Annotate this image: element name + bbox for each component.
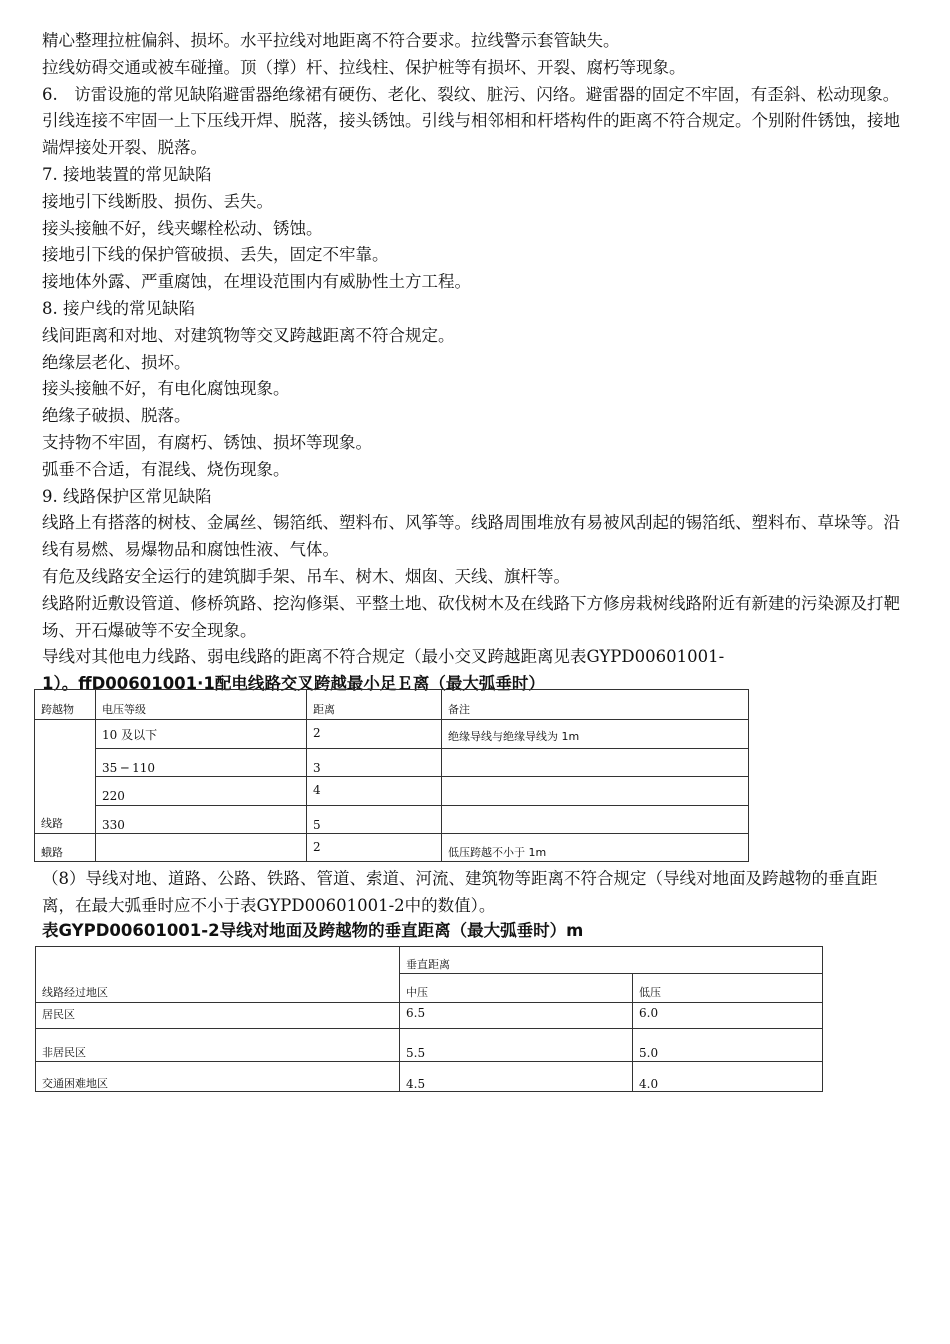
table-cell: 5.0 — [633, 1029, 823, 1062]
table-cell: 3 — [307, 749, 442, 777]
table-row — [36, 1062, 823, 1092]
paragraph: 线间距离和对地、对建筑物等交叉跨越距离不符合规定。 — [42, 325, 455, 345]
table-header-cell: 电压等级 — [96, 690, 307, 720]
table-header-row — [35, 690, 749, 720]
table-header-cell: 垂直距离 — [400, 947, 823, 974]
table-cell: 10 及以下 — [96, 720, 307, 749]
table-cell: 非居民区 — [36, 1029, 400, 1062]
table-cell: 5.5 — [400, 1029, 633, 1062]
table-header-row — [36, 947, 823, 974]
table2-caption: 表GYPD00601001-2导线对地面及跨越物的垂直距离（最大弧垂时）m — [42, 921, 584, 940]
paragraph: 绝缘层老化、损坏。 — [42, 352, 191, 372]
table-header-cell: 线路经过地区 — [36, 947, 400, 1003]
paragraph: 接地体外露、严重腐蚀，在埋设范围内有威胁性土方工程。 — [42, 272, 471, 292]
table-cell — [96, 834, 307, 862]
table-row — [36, 1029, 823, 1062]
table-cell: 低压跨越不小于 1m — [442, 834, 749, 862]
table-cell: 交通困难地区 — [36, 1062, 400, 1092]
table-cell: 2 — [307, 720, 442, 749]
table-header-cell: 距离 — [307, 690, 442, 720]
table-header-cell: 中压 — [400, 974, 633, 1003]
table-row — [35, 834, 749, 862]
paragraph: 线路上有搭落的树枝、金属丝、锡箔纸、塑料布、风筝等。线路周围堆放有易被风刮起的锡箔纸、塑料布、草垛等。沿线有易燃、易爆物品和腐蚀性液、气体。 — [42, 513, 900, 560]
section-heading: 9. 线路保护区常见缺陷 — [42, 486, 212, 506]
table-cell: 330 — [96, 806, 307, 834]
paragraph: 拉线妨碍交通或被车碰撞。顶（撑）杆、拉线柱、保护桩等有损坏、开裂、腐朽等现象。 — [42, 57, 686, 77]
table-cell — [442, 749, 749, 777]
table-cell: 5 — [307, 806, 442, 834]
section-heading: 7. 接地装置的常见缺陷 — [42, 164, 212, 184]
table-cell: 蛾路 — [35, 834, 96, 862]
paragraph: 6. 访雷设施的常见缺陷避雷器绝缘裙有硬伤、老化、裂纹、脏污、闪络。避雷器的固定不牢固，有歪斜、松动现象。引线连接不牢固一上下压线开焊、脱落，接头锈蚀。引线与相邻相和杆塔构件的距离不符合规定。个别附件锈蚀，接地端焊接处开裂、脱落。 — [42, 84, 900, 158]
table-row — [35, 777, 749, 806]
document-body — [42, 0, 908, 697]
table1-caption: 1）。ffD00601001·1配电线路交叉跨越最小足Ｅ离（最大弧垂时） — [42, 674, 545, 694]
vertical-distance-table — [35, 946, 823, 1092]
table-header-cell: 低压 — [633, 974, 823, 1003]
paragraph: 有危及线路安全运行的建筑脚手架、吊车、树木、烟囱、天线、旗杆等。 — [42, 566, 570, 586]
paragraph: 精心整理拉桩偏斜、损坏。水平拉线对地距离不符合要求。拉线警示套管缺失。 — [42, 31, 620, 50]
table-cell: 4.5 — [400, 1062, 633, 1092]
table-cell: 6.5 — [400, 1003, 633, 1029]
paragraph: 绝缘子破损、脱落。 — [42, 406, 191, 426]
table-cell: 4 — [307, 777, 442, 806]
crossing-distance-table — [34, 689, 749, 862]
section-heading: 8. 接户线的常见缺陷 — [42, 298, 195, 318]
paragraph: 接头接触不好，线夹螺栓松动、锈蚀。 — [42, 218, 323, 238]
table-cell — [442, 806, 749, 834]
table-cell: 35 ─ 110 — [96, 749, 307, 777]
paragraph: 接地引下线断股、损伤、丢失。 — [42, 191, 273, 211]
table-cell: 绝缘导线与绝缘导线为 1m — [442, 720, 749, 749]
paragraph: 弧垂不合适，有混线、烧伤现象。 — [42, 459, 290, 479]
table-cell: 4.0 — [633, 1062, 823, 1092]
paragraph: 接地引下线的保护管破损、丢失，固定不牢靠。 — [42, 245, 389, 265]
table-cell: 6.0 — [633, 1003, 823, 1029]
table-cell: 220 — [96, 777, 307, 806]
paragraph: 接头接触不好，有电化腐蚀现象。 — [42, 379, 290, 399]
table-cell: 2 — [307, 834, 442, 862]
table-row — [36, 1003, 823, 1029]
paragraph: 线路附近敷设管道、修桥筑路、挖沟修渠、平整土地、砍伐树木及在线路下方修房栽树线路附近有新建的污染源及打靶场、开石爆破等不安全现象。 — [42, 593, 900, 640]
table-row — [35, 720, 749, 749]
paragraph: 支持物不牢固，有腐朽、锈蚀、损坏等现象。 — [42, 432, 372, 452]
table-header-cell: 跨越物 — [35, 690, 96, 720]
table-cell: 线路 — [35, 720, 96, 834]
table-row — [35, 806, 749, 834]
table-cell — [442, 777, 749, 806]
paragraph: 导线对其他电力线路、弱电线路的距离不符合规定（最小交叉跨越距离见表GYPD00601001- — [42, 647, 725, 667]
table-header-cell: 备注 — [442, 690, 749, 720]
paragraph: （8）导线对地、道路、公路、铁路、管道、索道、河流、建筑物等距离不符合规定（导线对地面及跨越物的垂直距离，在最大弧垂时应不小于表GYPD00601001-2中的数值）。 — [42, 869, 878, 915]
table-cell: 居民区 — [36, 1003, 400, 1029]
table-row — [35, 749, 749, 777]
